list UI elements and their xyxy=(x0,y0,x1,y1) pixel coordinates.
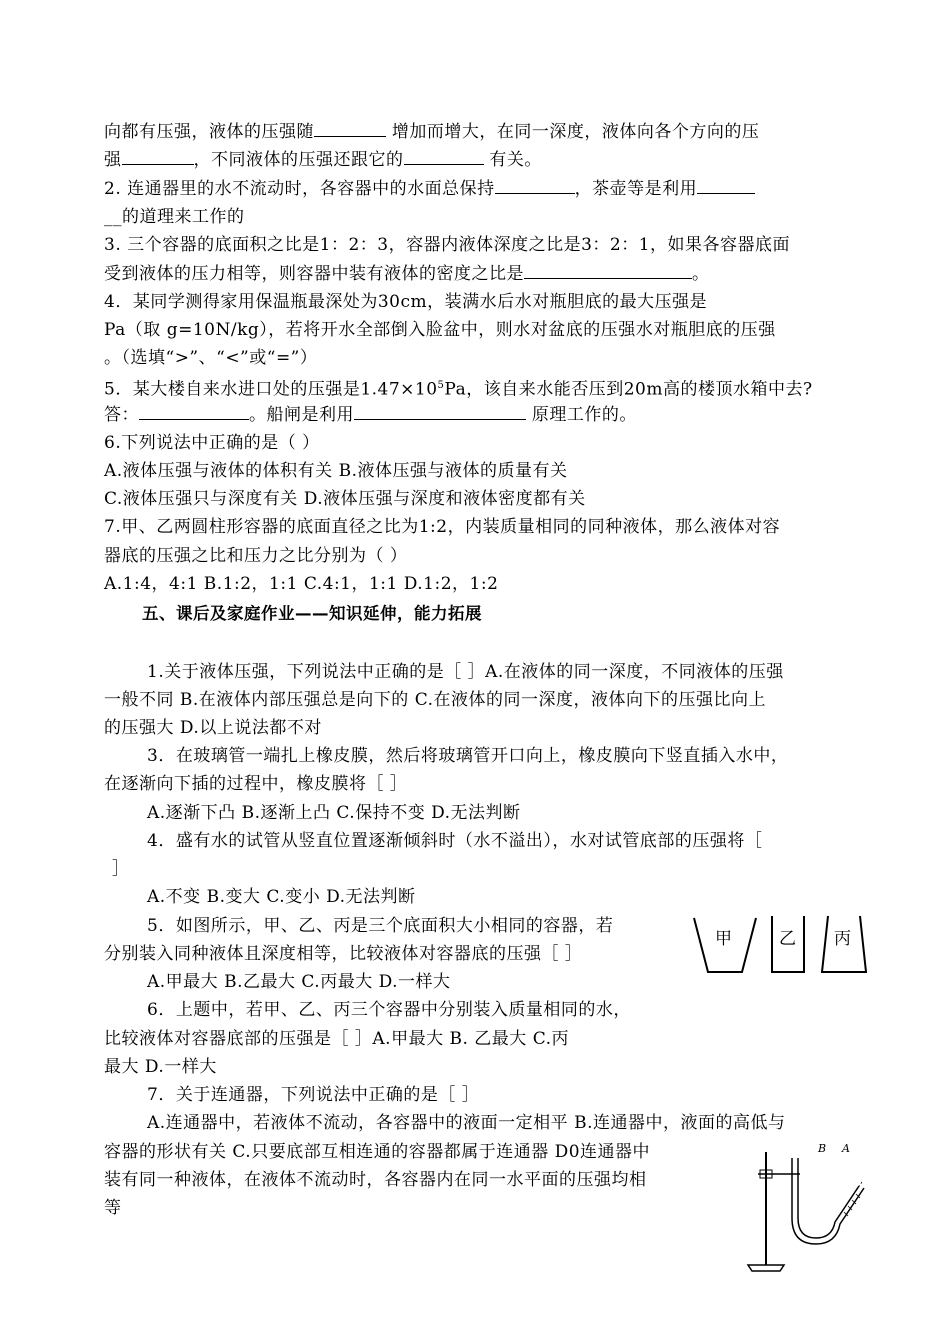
text-line: 4．某同学测得家用保温瓶最深处为30cm，装满水后水对瓶胆底的最大压强是 xyxy=(104,292,708,312)
text-line: 答： 。船闸是利用 原理工作的。 xyxy=(104,405,637,425)
u-tube-figure xyxy=(740,1140,880,1275)
text-line: 容器的形状有关 C.只要底部互相连通的容器都属于连通器 D0连通器中 xyxy=(104,1142,651,1162)
text-line: A.液体压强与液体的体积有关 B.液体压强与液体的质量有关 xyxy=(104,461,568,481)
label-jia: 甲 xyxy=(715,929,732,949)
text-line: 比较液体对容器底部的压强是［ ］A.甲最大 B. 乙最大 C.丙 xyxy=(104,1029,569,1049)
text-line: 等 xyxy=(104,1198,122,1218)
text-line: 在逐渐向下插的过程中，橡皮膜将［ ］ xyxy=(104,774,408,794)
text-line: 3. 三个容器的底面积之比是1：2：3，容器内液体深度之比是3：2：1，如果各容器底面 xyxy=(104,235,791,255)
text-line: A.不变 B.变大 C.变小 D.无法判断 xyxy=(147,887,416,907)
label-a: A xyxy=(842,1142,850,1155)
text-line: 器底的压强之比和压力之比分别为（ ） xyxy=(104,546,408,566)
text-line: 一般不同 B.在液体内部压强总是向下的 C.在液体的同一深度，液体向下的压强比向上 xyxy=(104,690,767,710)
text-line: 的压强大 D.以上说法都不对 xyxy=(104,718,322,738)
text-line: 3．在玻璃管一端扎上橡皮膜，然后将玻璃管开口向上，橡皮膜向下竖直插入水中， xyxy=(147,746,789,766)
text-line: Pa（取 g=10N/kg），若将开水全部倒入脸盆中，则水对盆底的压强水对瓶胆底的压强 xyxy=(104,320,776,340)
section-heading: 五、课后及家庭作业——知识延伸，能力拓展 xyxy=(142,604,482,623)
text-line: 6.下列说法中正确的是（ ） xyxy=(104,433,320,453)
text-line: A.甲最大 B.乙最大 C.丙最大 D.一样大 xyxy=(147,972,451,992)
text-line: 5．某大楼自来水进口处的压强是$1.47\times 10^5Pa$，该自来水能否压到20m高的楼顶水箱中去? xyxy=(104,379,813,400)
text-line: A.逐渐下凸 B.逐渐上凸 C.保持不变 D.无法判断 xyxy=(147,803,521,823)
text-line: A.1:4，4:1 B.1:2，1:1 C.4:1，1:1 D.1:2，1:2 xyxy=(104,574,499,594)
text-line: 2. 连通器里的水不流动时，各容器中的水面总保持 ，茶壶等是利用 xyxy=(104,177,755,201)
text-line: ］ xyxy=(112,859,130,879)
text-line: 4．盛有水的试管从竖直位置逐渐倾斜时（水不溢出），水对试管底部的压强将［ xyxy=(147,831,763,851)
text-line: 7．关于连通器，下列说法中正确的是［ ］ xyxy=(147,1085,480,1105)
text-line: C.液体压强只与深度有关 D.液体压强与深度和液体密度都有关 xyxy=(104,489,586,509)
label-b: B xyxy=(818,1142,827,1155)
text-line: 最大 D.一样大 xyxy=(104,1057,217,1077)
text-line: 受到液体的压力相等，则容器中装有液体的密度之比是 。 xyxy=(104,264,710,284)
text-line: A.连通器中，若液体不流动，各容器中的液面一定相平 B.连通器中，液面的高低与 xyxy=(147,1113,786,1133)
text-line: 1.关于液体压强，下列说法中正确的是［ ］A.在液体的同一深度，不同液体的压强 xyxy=(147,662,784,682)
text-line: 7.甲、乙两圆柱形容器的底面直径之比为1:2，内装质量相同的同种液体，那么液体对容 xyxy=(104,517,781,537)
label-yi: 乙 xyxy=(779,929,796,949)
text-line: 分别装入同种液体且深度相等，比较液体对容器底的压强［ ］ xyxy=(104,944,583,964)
text-line: 。（选填“>”、“<”或“=”） xyxy=(104,348,318,368)
text-line: 装有同一种液体，在液体不流动时，各容器内在同一水平面的压强均相 xyxy=(104,1170,647,1190)
containers-figure xyxy=(690,912,870,980)
label-bing: 丙 xyxy=(834,929,851,949)
text-line: __的道理来工作的 xyxy=(104,207,245,227)
text-line: 强 ，不同液体的压强还跟它的 有关。 xyxy=(104,150,542,170)
text-line: 5．如图所示，甲、乙、丙是三个底面积大小相同的容器，若 xyxy=(147,916,614,936)
text-line: 6．上题中，若甲、乙、丙三个容器中分别装入质量相同的水， xyxy=(147,1000,631,1020)
text-line: 向都有压强，液体的压强随 增加而增大，在同一深度，液体向各个方向的压 xyxy=(104,122,760,142)
